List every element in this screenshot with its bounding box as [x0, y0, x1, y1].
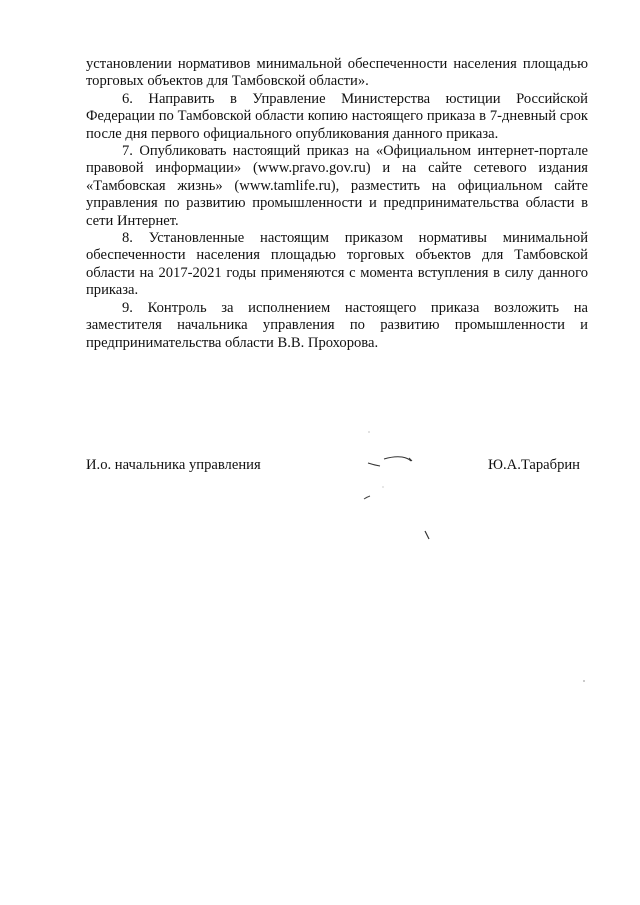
- paragraph-item-7: 7. Опубликовать настоящий приказ на «Официальном интернет-портале правовой информации» (www.pravo.gov.ru) и на сайте сетевого издания «Тамбовская жизнь» (www.tamlife.ru), разместить на официальном сайте управления по развитию промышленности и предпринимательства области в сети Интернет.: [86, 143, 588, 229]
- paragraph-item-9: 9. Контроль за исполнением настоящего приказа возложить на заместителя начальника управления по развитию промышленности и предпринимательства области В.В. Прохорова.: [86, 299, 588, 351]
- paragraph-item-6: 6. Направить в Управление Министерства юстиции Российской Федерации по Тамбовской области копию настоящего приказа в 7-дневный срок после дня первого официального опубликования данного приказа.: [86, 90, 588, 142]
- document-body: [86, 56, 588, 352]
- handwritten-signature: [350, 425, 460, 550]
- signatory-title: И.о. начальника управления: [86, 457, 261, 473]
- paragraph-continuation: установлении нормативов минимальной обеспеченности населения площадью торговых объектов для Тамбовской области».: [86, 56, 588, 90]
- scan-artifact: [583, 680, 585, 682]
- signatory-name: Ю.А.Тарабрин: [488, 457, 580, 473]
- paragraph-item-8: 8. Установленные настоящим приказом нормативы минимальной обеспеченности населения площадью торговых объектов для Тамбовской области на 2017-2021 годы применяются с момента вступления в силу данного приказа.: [86, 230, 588, 299]
- signature-block: [86, 457, 588, 477]
